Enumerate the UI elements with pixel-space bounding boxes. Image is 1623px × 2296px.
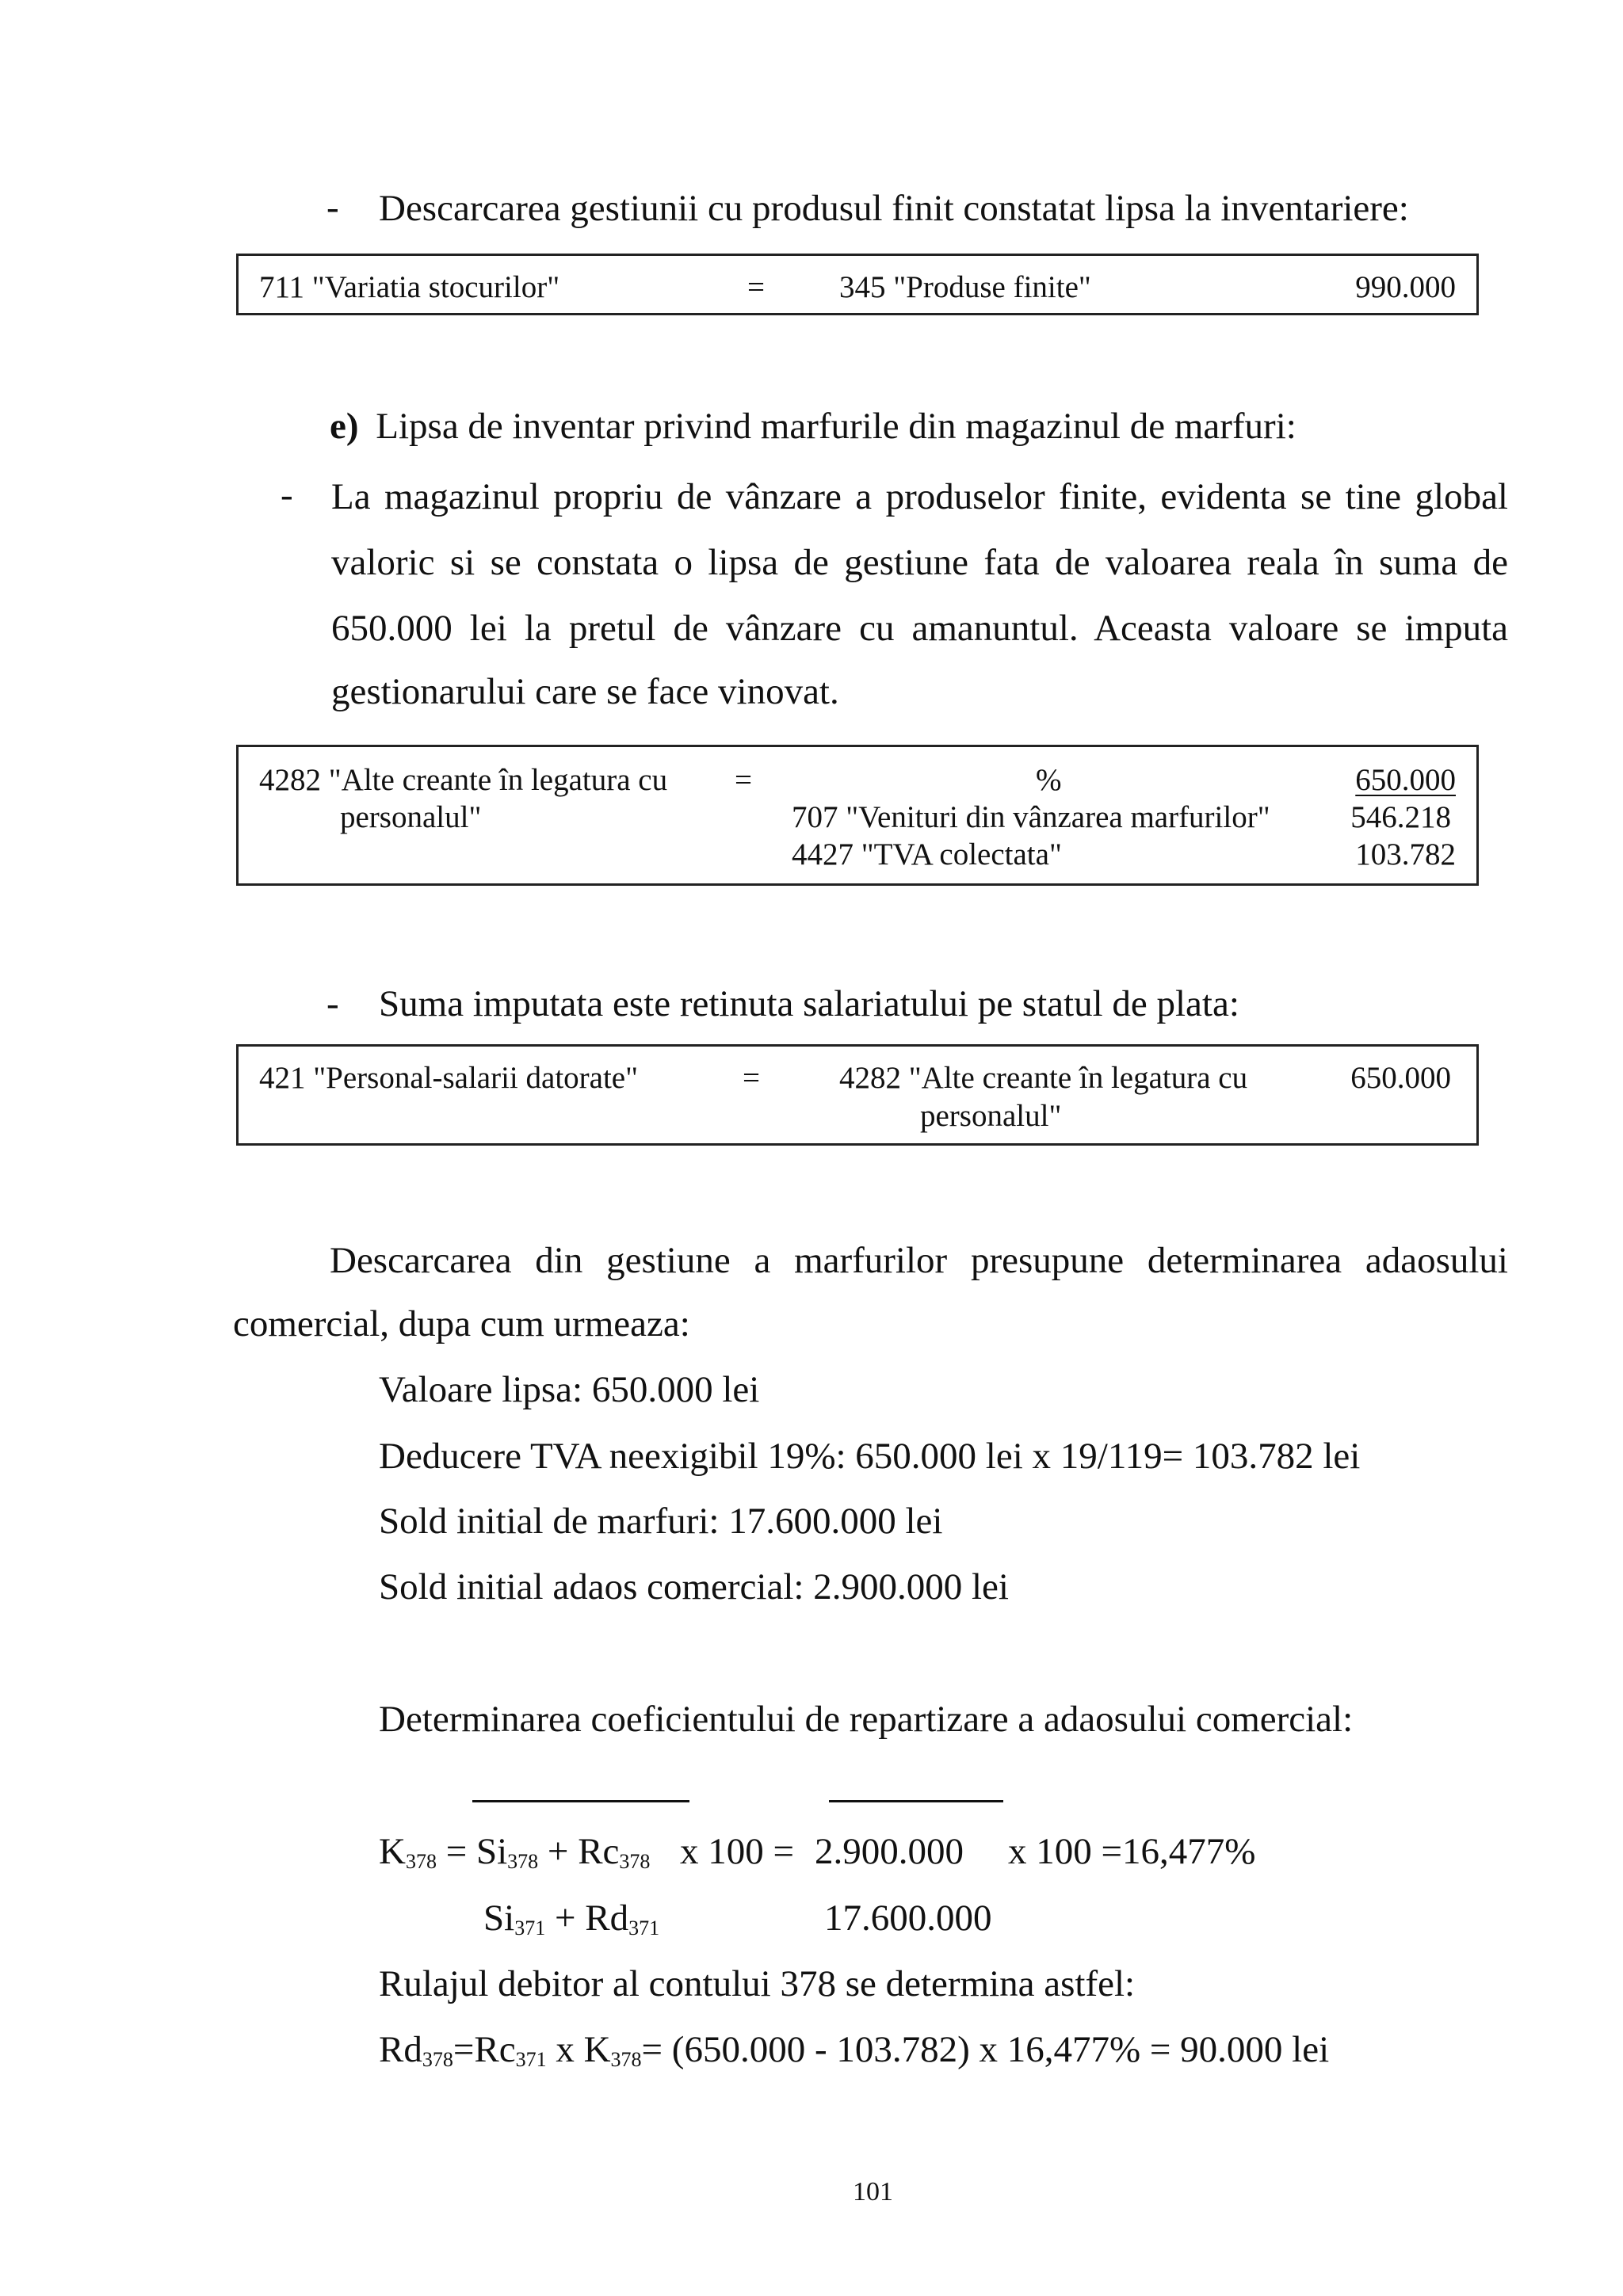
fraction-bar — [472, 1800, 689, 1802]
equals-sign: = — [735, 763, 752, 797]
equals-sign: = — [743, 1061, 760, 1095]
accounting-entry-box — [236, 254, 1479, 315]
credit-account: 345 "Produse finite" — [839, 270, 1091, 304]
value-line: Sold initial adaos comercial: 2.900.000 lei — [379, 1566, 1009, 1608]
credit-amount: 546.218 — [1350, 800, 1451, 834]
coefficient-formula: $K_{378} = Si_{378} + Rc_{378}$ — [379, 1831, 651, 1873]
section-title: Lipsa de inventar privind marfurile din magazinul de marfuri: — [376, 406, 1296, 447]
debit-account-cont: personalul" — [340, 800, 482, 834]
credit-account: 707 "Venituri din vânzarea marfurilor" — [792, 800, 1270, 834]
paragraph-line: 650.000 lei la pretul de vânzare cu amanuntul. Aceasta valoare se imputa — [331, 608, 1508, 649]
formula-numerator: 2.900.000 — [815, 1831, 964, 1872]
rulaj-formula: $Rd_{378}=Rc_{371}$ x $K_{378}= (650.000 - 103.782)$ x 16,477% = 90.000 lei — [379, 2029, 1330, 2071]
formula-denominator: 17.600.000 — [824, 1897, 992, 1939]
entry-amount: 650.000 — [1350, 1061, 1451, 1095]
bullet-dash: - — [327, 983, 339, 1024]
bullet-dash: - — [281, 475, 293, 516]
paragraph-line: comercial, dupa cum urmeaza: — [233, 1303, 690, 1344]
entry-total-amount: 650.000 — [1355, 763, 1456, 797]
instruction-text: Suma imputata este retinuta salariatului pe statul de plata: — [379, 983, 1239, 1024]
paragraph-line: Descarcarea din gestiune a marfurilor presupune determinarea adaosului — [330, 1240, 1508, 1281]
value-line: Deducere TVA neexigibil 19%: 650.000 lei x 19/119= 103.782 lei — [379, 1436, 1361, 1477]
credit-account: 4282 "Alte creante în legatura cu — [839, 1061, 1248, 1095]
credit-account-cont: personalul" — [920, 1099, 1062, 1133]
accounting-entry-box — [236, 1044, 1479, 1146]
debit-account: 711 "Variatia stocurilor" — [259, 270, 560, 304]
rulaj-heading: Rulajul debitor al contului 378 se determina astfel: — [379, 1963, 1136, 2004]
coefficient-heading: Determinarea coeficientului de repartizare a adaosului comercial: — [379, 1699, 1354, 1740]
entry-amount: 990.000 — [1355, 270, 1456, 304]
paragraph-line: La magazinul propriu de vânzare a produselor finite, evidenta se tine global — [331, 476, 1508, 517]
fraction-bar — [829, 1800, 1003, 1802]
value-line: Valoare lipsa: 650.000 lei — [379, 1369, 760, 1410]
section-heading — [330, 408, 1296, 445]
debit-account: 421 "Personal-salarii datorate" — [259, 1061, 639, 1095]
formula-multiplier: x 100 = — [680, 1831, 795, 1872]
bullet-dash: - — [327, 187, 339, 228]
formula-result: x 100 =16,477% — [1008, 1831, 1256, 1872]
paragraph-line: valoric si se constata o lipsa de gestiune fata de valoarea reala în suma de — [331, 542, 1508, 583]
accounting-entry-box — [236, 745, 1479, 886]
equals-sign: = — [747, 270, 765, 304]
paragraph-line: gestionarului care se face vinovat. — [331, 671, 839, 712]
credit-account: 4427 "TVA colectata" — [792, 837, 1062, 871]
instruction-text: Descarcarea gestiunii cu produsul finit constatat lipsa la inventariere: — [379, 188, 1409, 229]
credit-amount: 103.782 — [1355, 837, 1456, 871]
percent-sign: % — [1036, 763, 1062, 797]
page-number: 101 — [853, 2177, 893, 2206]
formula-denominator-expr: $Si_{371} + Rd_{371}$ — [483, 1897, 660, 1939]
section-label: e) — [330, 406, 359, 447]
debit-account: 4282 "Alte creante în legatura cu — [259, 763, 668, 797]
value-line: Sold initial de marfuri: 17.600.000 lei — [379, 1501, 943, 1542]
